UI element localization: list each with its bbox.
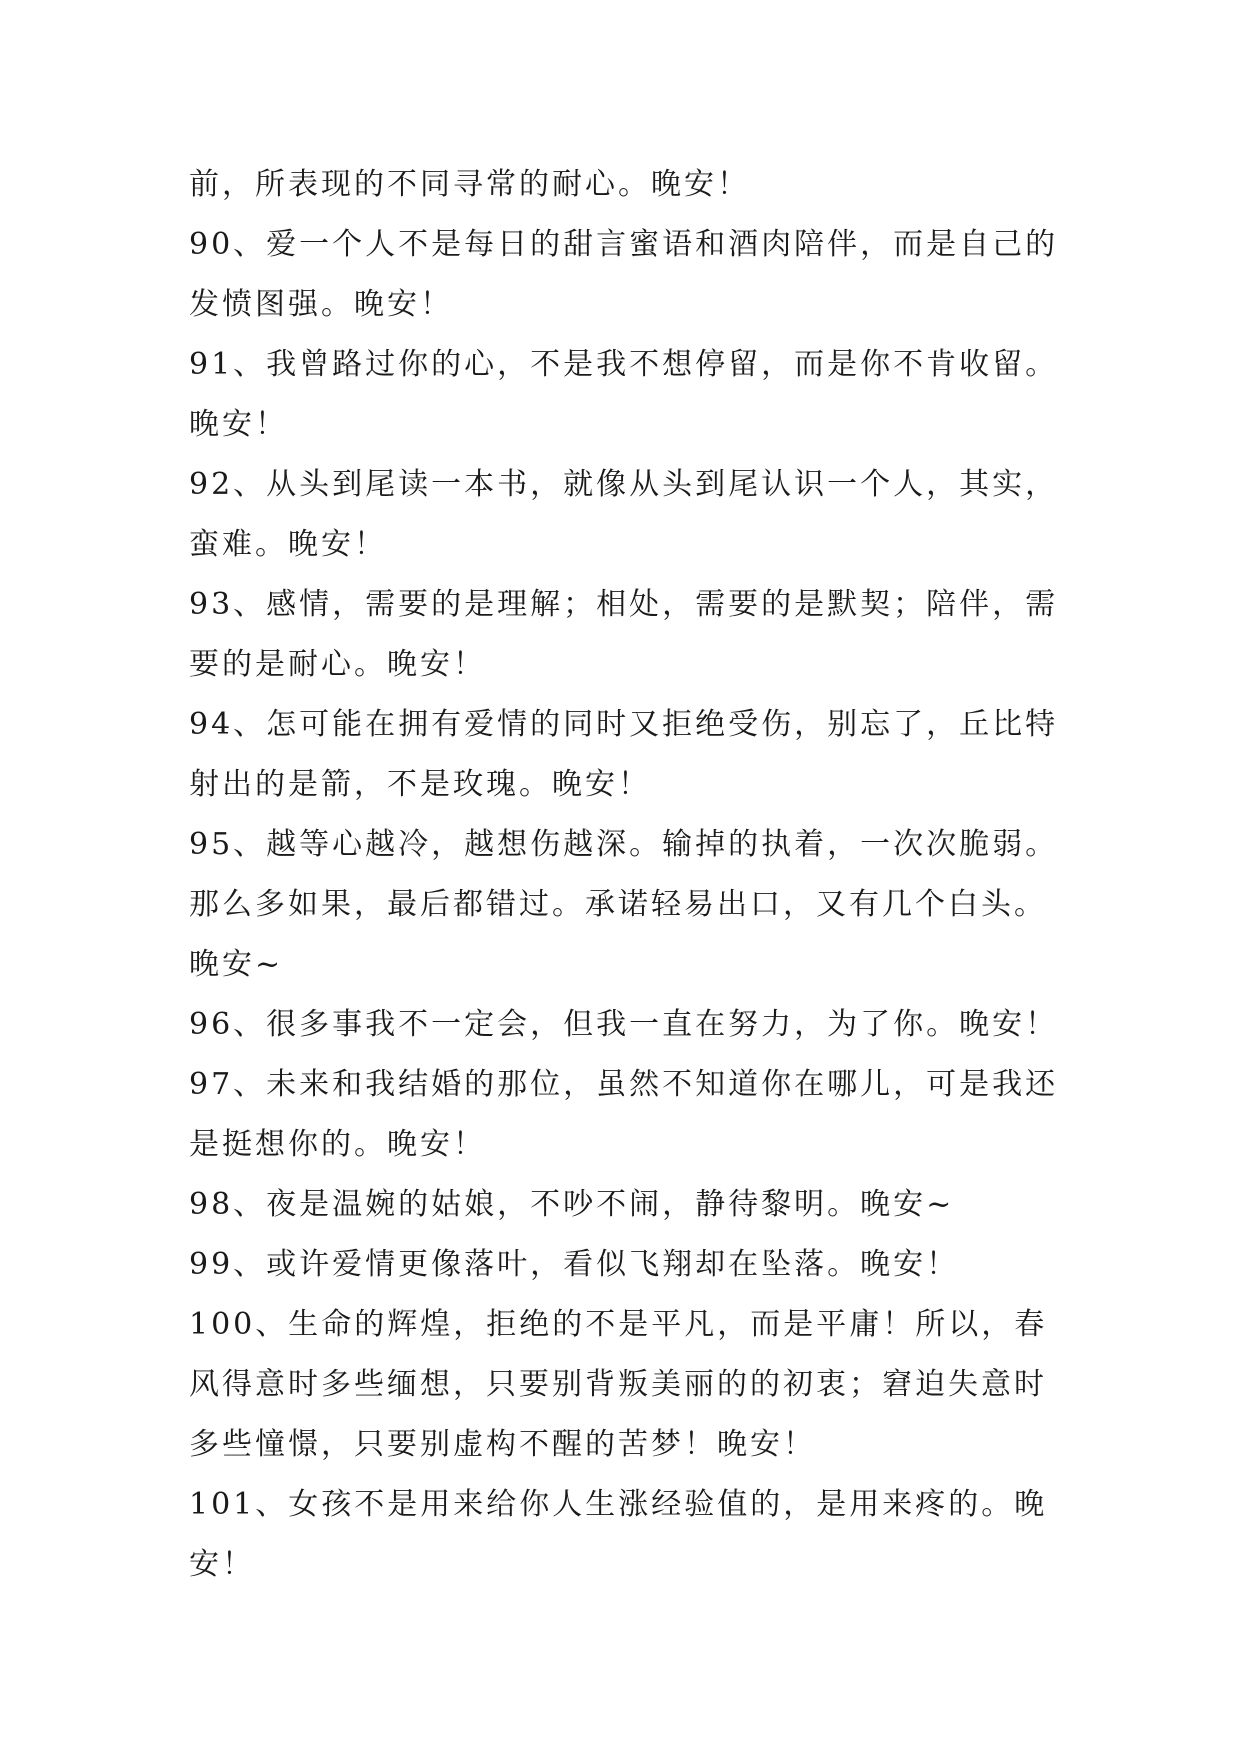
text-line: 91、我曾路过你的心，不是我不想停留，而是你不肯收留。: [189, 347, 1059, 382]
text-line: 前，所表现的不同寻常的耐心。晚安！: [189, 167, 750, 202]
text-line: 风得意时多些缅想，只要别背叛美丽的的初衷；窘迫失意时: [189, 1367, 1047, 1402]
text-line: 92、从头到尾读一本书，就像从头到尾认识一个人，其实，: [189, 467, 1059, 502]
text-line: 96、很多事我不一定会，但我一直在努力，为了你。晚安！: [189, 1007, 1059, 1042]
text-line: 95、越等心越冷，越想伤越深。输掉的执着，一次次脆弱。: [189, 827, 1059, 862]
text-line: 蛮难。晚安！: [189, 527, 387, 562]
text-line: 90、爱一个人不是每日的甜言蜜语和酒肉陪伴，而是自己的: [189, 227, 1059, 262]
text-line: 98、夜是温婉的姑娘，不吵不闹，静待黎明。晚安~: [189, 1187, 955, 1222]
text-line: 是挺想你的。晚安！: [189, 1127, 486, 1162]
text-line: 94、怎可能在拥有爱情的同时又拒绝受伤，别忘了，丘比特: [189, 707, 1059, 742]
text-line: 射出的是箭，不是玫瑰。晚安！: [189, 767, 651, 802]
text-line: 93、感情，需要的是理解；相处，需要的是默契；陪伴，需: [189, 587, 1059, 622]
text-line: 晚安~: [189, 947, 284, 982]
body-text: [189, 155, 1089, 1595]
text-line: 安！: [189, 1547, 255, 1582]
text-line: 100、生命的辉煌，拒绝的不是平凡，而是平庸！所以，春: [189, 1307, 1048, 1342]
text-line: 那么多如果，最后都错过。承诺轻易出口，又有几个白头。: [189, 887, 1047, 922]
text-line: 99、或许爱情更像落叶，看似飞翔却在坠落。晚安！: [189, 1247, 960, 1282]
text-line: 97、未来和我结婚的那位，虽然不知道你在哪儿，可是我还: [189, 1067, 1059, 1102]
text-line: 要的是耐心。晚安！: [189, 647, 486, 682]
text-line: 发愤图强。晚安！: [189, 287, 453, 322]
text-line: 晚安！: [189, 407, 288, 442]
text-line: 多些憧憬，只要别虚构不醒的苦梦！晚安！: [189, 1427, 816, 1462]
text-line: 101、女孩不是用来给你人生涨经验值的，是用来疼的。晚: [189, 1487, 1048, 1522]
